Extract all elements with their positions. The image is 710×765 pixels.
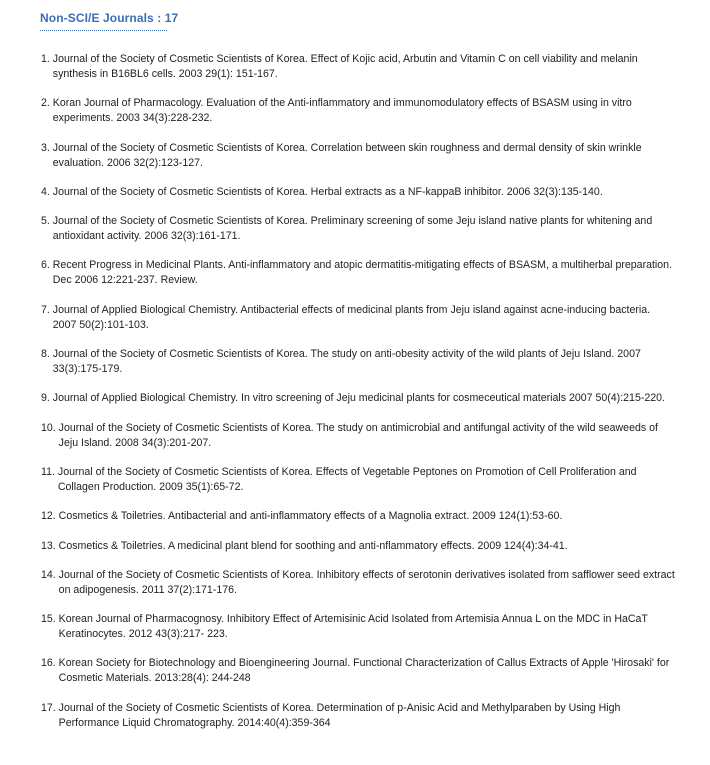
publication-item [41,214,676,244]
item-citation: Koran Journal of Pharmacology. Evaluation of the Anti-inflammatory and immunomodulatory effects of BSASM using in vitro experiments. 2003 34(3):228-232. [52,97,632,125]
publication-item [41,568,676,598]
item-number: 5. [41,215,53,228]
item-number: 10. [41,421,59,434]
publication-item [41,96,676,126]
publication-item [41,509,676,524]
item-citation: Journal of the Society of Cosmetic Scientists of Korea. Determination of p-Anisic Acid and Methylparaben by Using High Performance Liquid Chromatography. 2014:40(4):359-364 [58,701,621,729]
item-number: 7. [41,303,53,316]
item-citation: Journal of the Society of Cosmetic Scientists of Korea. Effects of Vegetable Peptones on Promotion of Cell Proliferation and Collagen Production. 2009 35(1):65-72. [57,465,637,493]
publication-item [41,612,676,642]
item-citation: Journal of the Society of Cosmetic Scientists of Korea. Inhibitory effects of serotonin derivatives isolated from safflower seed extract on adipogenesis. 2011 37(2):171-176. [58,568,675,596]
item-number: 2. [41,97,53,110]
item-number: 8. [41,348,53,361]
section-title: Non-SCI/E Journals : 17 [40,11,179,25]
item-number: 17. [41,701,59,714]
item-number: 12. [41,510,59,523]
publication-list [41,52,676,745]
item-citation: Journal of Applied Biological Chemistry. In vitro screening of Jeju medicinal plants for cosmeceutical materials 2007 50(4):215-220. [52,392,665,405]
item-citation: Journal of the Society of Cosmetic Scientists of Korea. Effect of Kojic acid, Arbutin and Vitamin C on cell viability and melanin synthesis in B16BL6 cells. 2003 29(1): 151-167. [52,53,638,80]
publication-item [41,141,676,171]
item-citation: Journal of the Society of Cosmetic Scientists of Korea. Herbal extracts as a NF-kappaB inhibitor. 2006 32(3):135-140. [52,185,603,198]
item-citation: Korean Society for Biotechnology and Bioengineering Journal. Functional Characterization of Callus Extracts of Apple 'Hirosaki' for Cosmetic Materials. 2013:28(4): 244-248 [58,657,670,685]
publication-item [41,465,676,495]
item-number: 11. [41,465,58,478]
item-number: 3. [41,141,53,154]
item-citation: Recent Progress in Medicinal Plants. Anti-inflammatory and atopic dermatitis-mitigating effects of BSASM, a multiherbal preparation. Dec 2006 12:221-237. Review. [52,259,673,287]
item-citation: Korean Journal of Pharmacognosy. Inhibitory Effect of Artemisinic Acid Isolated from Artemisia Annua L on the MDC in HaCaT Keratinocytes. 2012 43(3):217- 223. [58,613,648,641]
item-citation: Journal of the Society of Cosmetic Scientists of Korea. The study on anti-obesity activity of the wild plants of Jeju Island. 2007 33(3):175-179. [52,348,641,376]
item-citation: Cosmetics & Toiletries. A medicinal plant blend for soothing and anti-nflammatory effects. 2009 124(4):34-41. [58,539,568,552]
item-number: 6. [41,259,53,272]
item-number: 4. [41,185,53,198]
publication-item [41,258,676,288]
publication-item [41,52,676,82]
publication-item [41,539,676,554]
publication-item [41,421,676,451]
publication-item [41,701,676,731]
publication-item [41,185,676,200]
section-header [40,9,178,27]
publication-item [41,391,676,406]
publication-item [41,303,676,333]
item-number: 16. [41,657,59,670]
item-number: 15. [41,613,59,626]
item-citation: Journal of the Society of Cosmetic Scientists of Korea. Preliminary screening of some Jeju island native plants for whitening and antioxidant activity. 2006 32(3):161-171. [52,215,653,243]
publication-item [41,656,676,686]
item-citation: Journal of the Society of Cosmetic Scientists of Korea. The study on antimicrobial and antifungal activity of the wild seaweeds of Jeju Island. 2008 34(3):201-207. [58,421,658,449]
item-citation: Cosmetics & Toiletries. Antibacterial and anti-inflammatory effects of a Magnolia extract. 2009 124(1):53-60. [58,510,563,523]
item-number: 1. [41,53,53,65]
publication-item [41,347,676,377]
item-citation: Journal of the Society of Cosmetic Scientists of Korea. Correlation between skin roughness and dermal density of skin wrinkle evaluation. 2006 32(2):123-127. [52,141,642,169]
item-citation: Journal of Applied Biological Chemistry. Antibacterial effects of medicinal plants from Jeju island against acne-inducing bacteria. 2007 50(2):101-103. [52,303,651,331]
section-title-underline [40,30,167,31]
item-number: 14. [41,568,59,581]
item-number: 9. [41,392,53,405]
item-number: 13. [41,539,59,552]
